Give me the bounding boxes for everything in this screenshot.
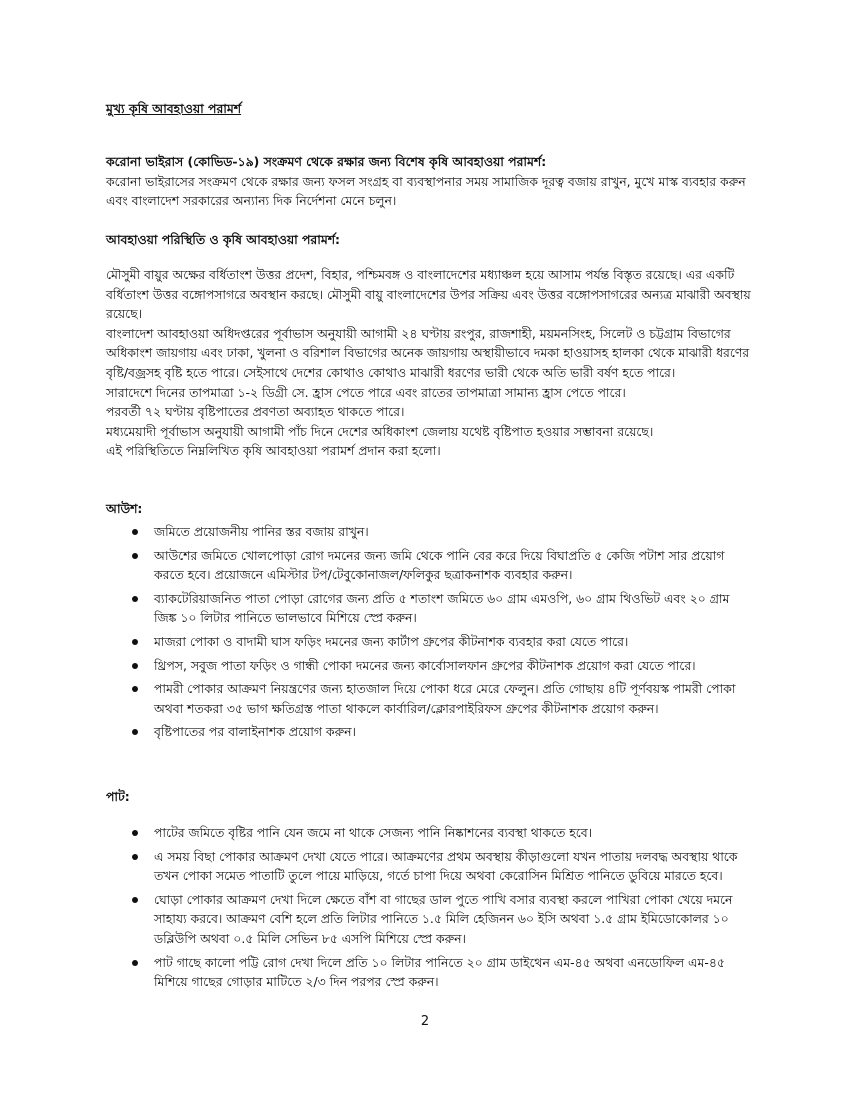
bullet-icon xyxy=(132,960,138,966)
bullet-icon xyxy=(132,686,138,692)
aus-list xyxy=(128,522,740,746)
jute-list-item: এ সময় বিছা পোকার আক্রমণ দেখা যেতে পারে। আক্রমণের প্রথম অবস্থায় কীড়াগুলো যখন পাতায় দলবদ্ধ অবস্থায় থাকে তখন পোকা সমেত পাতাটি তুলে পায়ে মাড়িয়ে, গর্তে চাপা দিয়ে অথবা কেরোসিন মিশ্রিত পানিতে ডুবিয়ে মারতে হবে। xyxy=(128,847,740,886)
bullet-icon xyxy=(132,854,138,860)
weather-section xyxy=(106,230,756,250)
weather-paragraph: মৌসুমী বায়ুর অক্ষের বর্ধিতাংশ উত্তর প্রদেশ, বিহার, পশ্চিমবঙ্গ ও বাংলাদেশের মধ্যাঞ্চল হয়ে আসাম পর্যন্ত বিস্তৃত রয়েছে। এর একটি বর্ধিতাংশ উত্তর বঙ্গোপসাগরে অবস্থান করছে। মৌসুমী বায়ু বাংলাদেশের উপর সক্রিয় এবং উত্তর বঙ্গোপসাগরের অন্যত্র মাঝারী অবস্থায় রয়েছে। xyxy=(106,267,751,322)
jute-list-item: ঘোড়া পোকার আক্রমণ দেখা দিলে ক্ষেতে বাঁশ বা গাছের ডাল পুতে পাখি বসার ব্যবস্থা করলে পাখিরা পোকা খেয়ে দমনে সাহায্য করবে। আক্রমণ বেশি হলে প্রতি লিটার পানিতে ১.৫ মিলি হেজিনন ৬০ ইসি অথবা ১.৫ গ্রাম ইমিডোকোলর ১০ ডব্লিউপি অথবা ০.৫ মিলি সেভিন ৮৫ এসপি মিশিয়ে স্প্রে করুন। xyxy=(128,890,740,949)
aus-list-item: পামরী পোকার আক্রমণ নিয়ন্ত্রণের জন্য হাতজাল দিয়ে পোকা ধরে মেরে ফেলুন। প্রতি গোছায় ৪টি পূর্ণবয়স্ক পামরী পোকা অথবা শতকরা ৩৫ ভাগ ক্ষতিগ্রস্ত পাতা থাকলে কার্বারিল/ক্লোরপাইরিফস গ্রুপের কীটনাশক প্রয়োগ করুন। xyxy=(128,679,740,718)
main-heading: মুখ্য কৃষি আবহাওয়া পরামর্শ xyxy=(106,101,242,116)
aus-list-item: থ্রিপস, সবুজ পাতা ফড়িং ও গান্ধী পোকা দমনের জন্য কার্বোসালফান গ্রুপের কীটনাশক প্রয়োগ করা যেতে পারে। xyxy=(128,656,740,676)
aus-list-item: ব্যাকটেরিয়াজনিত পাতা পোড়া রোগের জন্য প্রতি ৫ শতাংশ জমিতে ৬০ গ্রাম এমওপি, ৬০ গ্রাম থিওভিট এবং ২০ গ্রাম জিঙ্ক ১০ লিটার পানিতে ভালভাবে মিশিয়ে স্প্রে করুন। xyxy=(128,589,740,628)
aus-list-item: বৃষ্টিপাতের পর বালাইনাশক প্রয়োগ করুন। xyxy=(128,722,740,742)
jute-list-item: পাটের জমিতে বৃষ্টির পানি যেন জমে না থাকে সেজন্য পানি নিষ্কাশনের ব্যবস্থা থাকতে হবে। xyxy=(128,823,740,843)
page-number: 2 xyxy=(420,1014,430,1029)
bullet-icon xyxy=(132,729,138,735)
bullet-icon xyxy=(132,529,138,535)
weather-paragraph: এই পরিস্থিতিতে নিম্নলিখিত কৃষি আবহাওয়া পরামর্শ প্রদান করা হলো। xyxy=(106,443,441,459)
covid-heading: করোনা ভাইরাস (কোভিড-১৯) সংক্রমণ থেকে রক্ষার জন্য বিশেষ কৃষি আবহাওয়া পরামর্শ: xyxy=(106,154,547,169)
aus-heading: আউশ: xyxy=(106,501,143,516)
covid-text: করোনা ভাইরাসের সংক্রমণ থেকে রক্ষার জন্য ফসল সংগ্রহ বা ব্যবস্থাপনার সময় সামাজিক দূরত্ব বজায় রাখুন, মুখে মাস্ক ব্যবহার করুন এবং বাংলাদেশ সরকারের অন্যান্য দিক নির্দেশনা মেনে চলুন। xyxy=(106,173,746,209)
aus-list-item: জমিতে প্রয়োজনীয় পানির স্তর বজায় রাখুন। xyxy=(128,522,740,542)
weather-paragraph: মধ্যমেয়াদী পূর্বাভাস অনুযায়ী আগামী পাঁচ দিনে দেশের অধিকাংশ জেলায় যথেষ্ট বৃষ্টিপাত হওয়ার সম্ভাবনা রয়েছে। xyxy=(106,423,654,439)
weather-paragraphs xyxy=(106,265,756,461)
bullet-icon xyxy=(132,596,138,602)
aus-list-item: মাজরা পোকা ও বাদামী ঘাস ফড়িং দমনের জন্য কার্টাপ গ্রুপের কীটনাশক ব্যবহার করা যেতে পারে। xyxy=(128,632,740,652)
bullet-icon xyxy=(132,663,138,669)
jute-list-item: পাট গাছে কালো পট্টি রোগ দেখা দিলে প্রতি ১০ লিটার পানিতে ২০ গ্রাম ডাইথেন এম-৪৫ অথবা এনডোফিল এম-৪৫ মিশিয়ে গাছের গোড়ার মাটিতে ২/৩ দিন পরপর স্প্রে করুন। xyxy=(128,953,740,992)
jute-heading: পাট: xyxy=(106,789,130,804)
jute-heading-block xyxy=(106,787,756,807)
bullet-icon xyxy=(132,830,138,836)
bullet-icon xyxy=(132,897,138,903)
bullet-icon xyxy=(132,553,138,559)
covid-section xyxy=(106,152,756,211)
main-heading-block xyxy=(106,99,756,119)
aus-heading-block xyxy=(106,499,756,519)
aus-list-item: আউশের জমিতে খোলপোড়া রোগ দমনের জন্য জমি থেকে পানি বের করে দিয়ে বিঘাপ্রতি ৫ কেজি পটাশ সার প্রয়োগ করতে হবে। প্রয়োজনে এমিস্টার টপ/টেবুকোনাজল/ফলিকুর ছত্রাকনাশক ব্যবহার করুন। xyxy=(128,546,740,585)
weather-paragraph: বাংলাদেশ আবহাওয়া অধিদপ্তরের পূর্বাভাস অনুযায়ী আগামী ২৪ ঘণ্টায় রংপুর, রাজশাহী, ময়মনসিংহ, সিলেট ও চট্টগ্রাম বিভাগের অধিকাংশ জায়গায় এবং ঢাকা, খুলনা ও বরিশাল বিভাগের অনেক জায়গায় অস্থায়ীভাবে দমকা হাওয়াসহ হালকা থেকে মাঝারী ধরণের বৃষ্টি/বজ্রসহ বৃষ্টি হতে পারে। সেইসাথে দেশের কোথাও কোথাও মাঝারী ধরণের ভারী থেকে অতি ভারী বর্ষণ হতে পারে। xyxy=(106,325,750,380)
weather-paragraph: পরবর্তী ৭২ ঘণ্টায় বৃষ্টিপাতের প্রবণতা অব্যাহত থাকতে পারে। xyxy=(106,404,405,420)
weather-heading: আবহাওয়া পরিস্থিতি ও কৃষি আবহাওয়া পরামর্শ: xyxy=(106,232,341,247)
weather-paragraph: সারাদেশে দিনের তাপমাত্রা ১-২ ডিগ্রী সে. হ্রাস পেতে পারে এবং রাতের তাপমাত্রা সামান্য হ্রাস পেতে পারে। xyxy=(106,384,626,400)
bullet-icon xyxy=(132,639,138,645)
jute-list xyxy=(128,823,740,996)
